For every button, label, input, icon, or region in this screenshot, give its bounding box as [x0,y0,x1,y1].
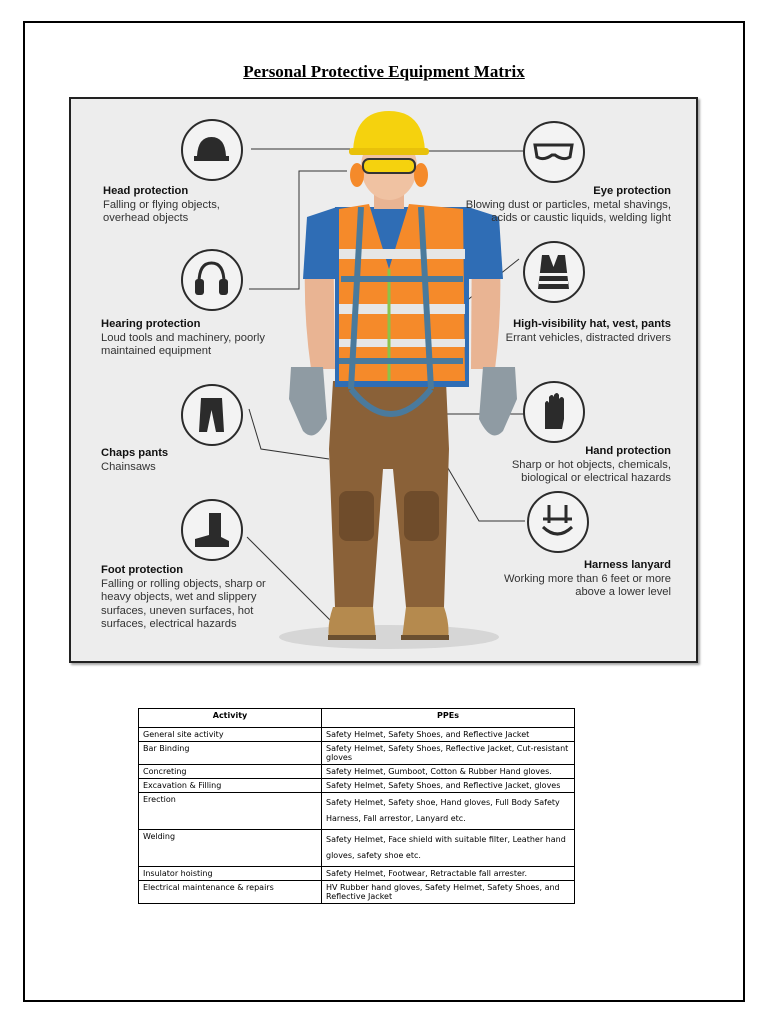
ppe-cell: Safety Helmet, Safety shoe, Hand gloves, Full Body Safety Harness, Fall arrestor, Lanyard etc. [322,793,575,830]
ppe-cell: Safety Helmet, Gumboot, Cotton & Rubber Hand gloves. [322,765,575,779]
table-row [139,728,575,742]
activity-cell: Insulator hoisting [139,867,322,881]
callout-hearing-protection: Hearing protection Loud tools and machinery, poorly maintained equipment [101,318,265,357]
callout-hand-protection: Hand protection Sharp or hot objects, chemicals, biological or electrical hazards [511,445,671,484]
activity-cell: Welding [139,830,322,867]
harness-icon [527,491,589,553]
glove-icon [523,381,585,443]
chaps-pants-icon [181,384,243,446]
table-header-row [139,709,575,728]
table-row [139,881,575,904]
table-row [139,779,575,793]
activity-cell: Concreting [139,765,322,779]
ppe-cell: HV Rubber hand gloves, Safety Helmet, Safety Shoes, and Reflective Jacket [322,881,575,904]
column-header-ppes: PPEs [322,709,575,728]
ppe-cell: Safety Helmet, Safety Shoes, and Reflective Jacket [322,728,575,742]
column-header-activity: Activity [139,709,322,728]
activity-cell: Bar Binding [139,742,322,765]
ppe-cell: Safety Helmet, Safety Shoes, and Reflective Jacket, gloves [322,779,575,793]
activity-cell: Electrical maintenance & repairs [139,881,322,904]
safety-boot-icon [181,499,243,561]
callout-chaps-pants: Chaps pants Chainsaws [101,447,169,473]
table-row [139,793,575,830]
table-row [139,867,575,881]
hard-hat-icon [181,119,243,181]
ear-muffs-icon [181,249,243,311]
page-title: Personal Protective Equipment Matrix [243,62,525,81]
activity-cell: Excavation & Filling [139,779,322,793]
ppe-cell: Safety Helmet, Footwear, Retractable fall arrester. [322,867,575,881]
safety-goggles-icon [523,121,585,183]
callout-eye-protection: Eye protection Blowing dust or particles, metal shavings, acids or caustic liquids, welding light [465,185,671,224]
ppe-table [138,708,575,904]
table-row [139,765,575,779]
ppe-infographic [69,97,698,663]
table-row [139,742,575,765]
callout-harness-lanyard: Harness lanyard Working more than 6 feet or more above a lower level [503,559,671,598]
table-row [139,830,575,867]
activity-cell: Erection [139,793,322,830]
activity-cell: General site activity [139,728,322,742]
callout-high-visibility: High-visibility hat, vest, pants Errant vehicles, distracted drivers [505,318,671,344]
callout-head-protection: Head protection Falling or flying objects, overhead objects [103,185,220,224]
ppe-cell: Safety Helmet, Safety Shoes, Reflective Jacket, Cut-resistant gloves [322,742,575,765]
callout-foot-protection: Foot protection Falling or rolling objects, sharp or heavy objects, wet and slippery surfaces, uneven surfaces, hot surfaces, electrical hazards [101,564,266,630]
hi-vis-vest-icon [523,241,585,303]
ppe-cell: Safety Helmet, Face shield with suitable filter, Leather hand gloves, safety shoe etc. [322,830,575,867]
